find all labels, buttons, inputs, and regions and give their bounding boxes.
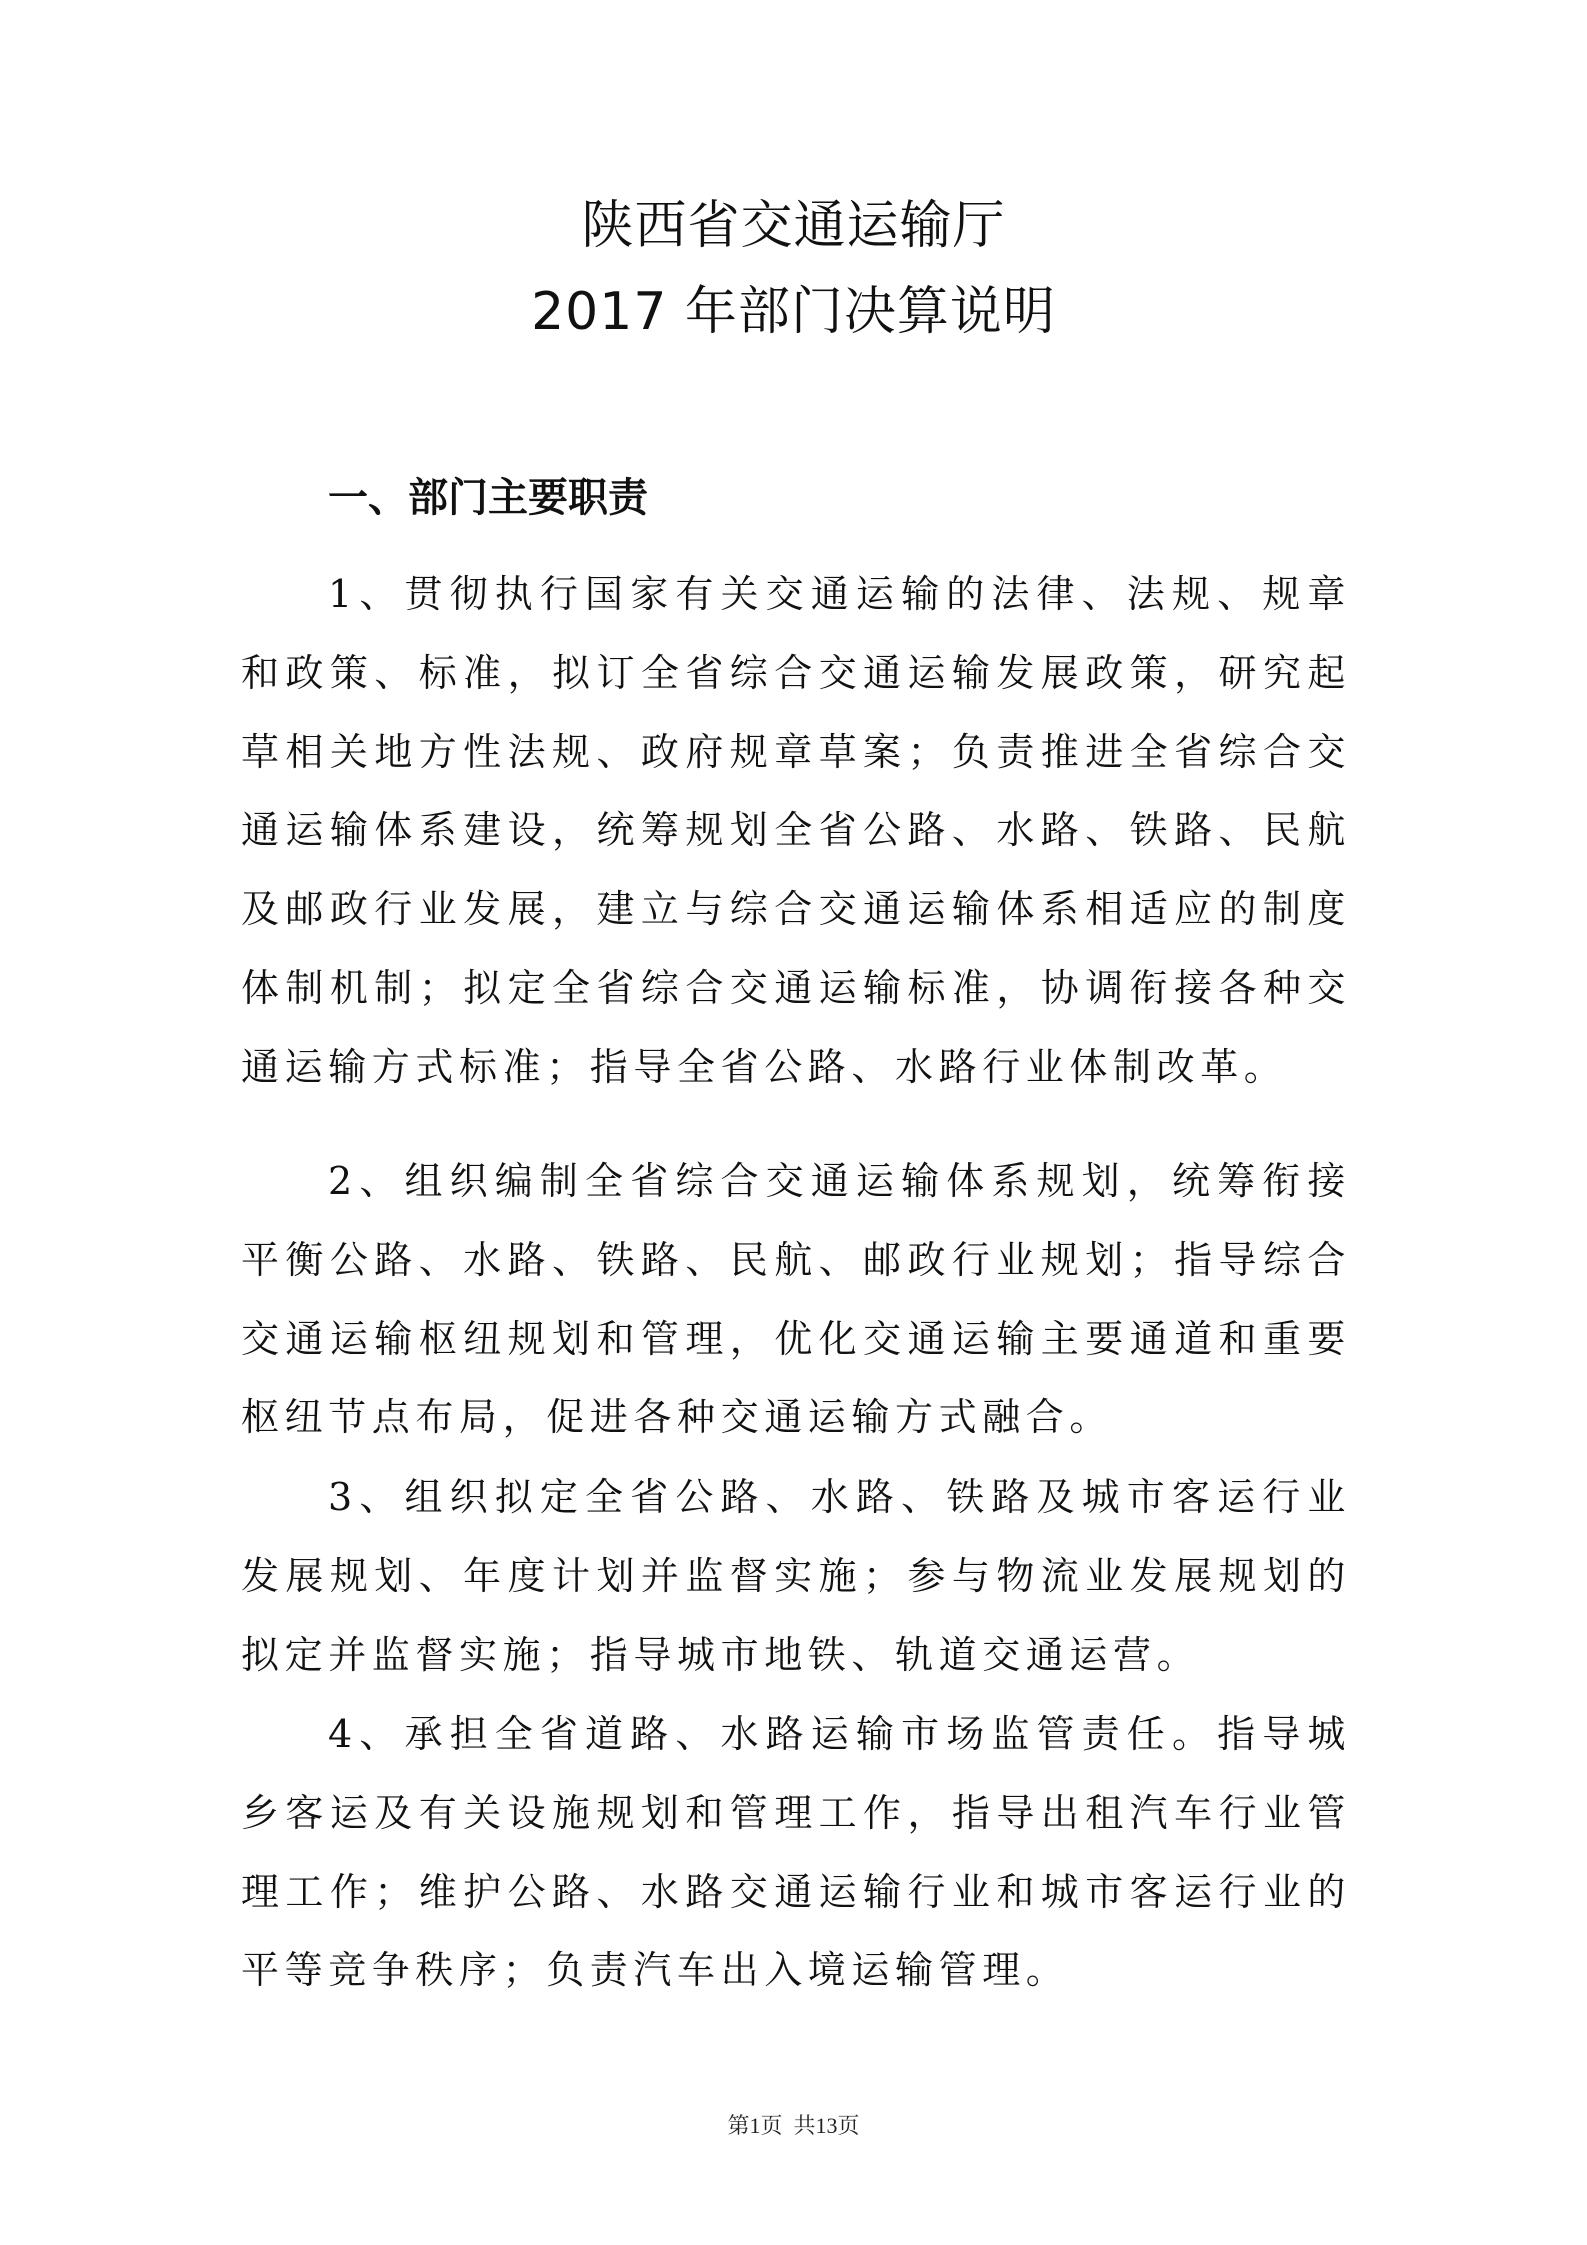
paragraph-duty-4: 4、承担全省道路、水路运输市场监管责任。指导城乡客运及有关设施规划和管理工作，指导出租汽车行业管理工作；维护公路、水路交通运输行业和城市客运行业的平等竞争秩序；负责汽车出入境运输管理。 [241, 1712, 1351, 1993]
page-footer [0, 2112, 1587, 2140]
page-number: 第1页 [727, 2113, 783, 2138]
paragraph-duty-1: 1、贯彻执行国家有关交通运输的法律、法规、规章和政策、标准，拟订全省综合交通运输发展政策，研究起草相关地方性法规、政府规章草案；负责推进全省综合交通运输体系建设，统筹规划全省公路、水路、铁路、民航及邮政行业发展，建立与综合交通运输体系相适应的制度体制机制；拟定全省综合交通运输标准，协调衔接各种交通运输方式标准；指导全省公路、水路行业体制改革。 [241, 572, 1351, 1089]
document-title-line-2: 2017 年部门决算说明 [531, 282, 1056, 342]
document-title-line-1: 陕西省交通运输厅 [581, 196, 1006, 256]
paragraph-duty-3: 3、组织拟定全省公路、水路、铁路及城市客运行业发展规划、年度计划并监督实施；参与物流业发展规划的拟定并监督实施；指导城市地铁、轨道交通运营。 [241, 1475, 1351, 1677]
paragraph-duty-2: 2、组织编制全省综合交通运输体系规划，统筹衔接平衡公路、水路、铁路、民航、邮政行业规划；指导综合交通运输枢纽规划和管理，优化交通运输主要通道和重要枢纽节点布局，促进各种交通运输方式融合。 [241, 1159, 1351, 1440]
page-total: 共13页 [793, 2113, 860, 2138]
section-heading: 一、部门主要职责 [328, 475, 648, 521]
